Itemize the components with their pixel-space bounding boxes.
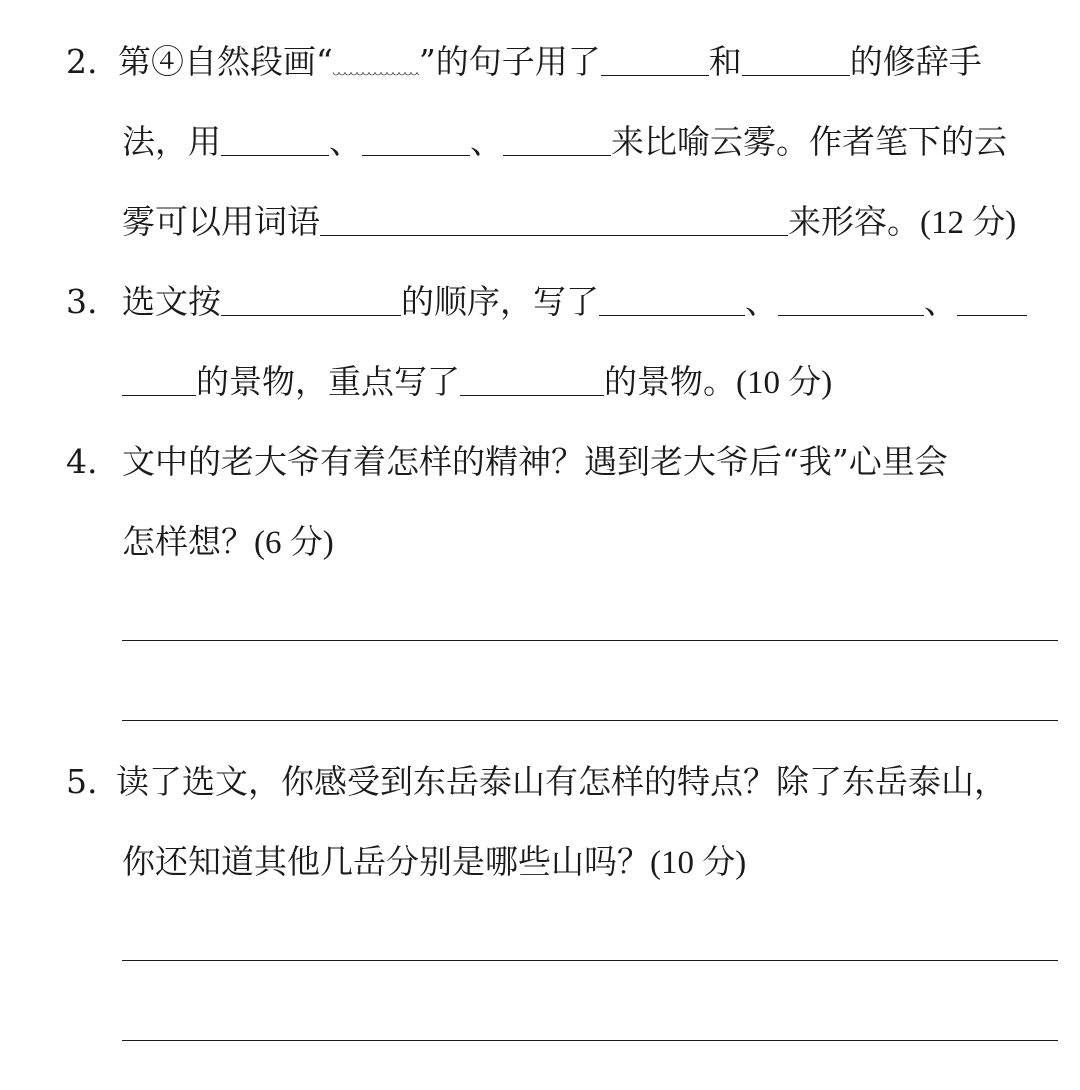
q4-answer-line-2[interactable] [122,720,1058,721]
q2-sep-2: 、 [470,122,503,161]
q4-text-1: 文中的老大爷有着怎样的精神？遇到老大爷后“我”心里会 [122,442,948,481]
q4-answer-line-1[interactable] [122,640,1058,641]
q3-line-2 [0,360,1058,404]
q5-score: (10 分) [650,845,747,881]
q4-line-1 [0,440,1058,484]
q3-text-2 [122,360,832,405]
q5-answer-line-1[interactable] [122,960,1058,961]
q5-number: 5. [66,762,98,801]
q3-sep-1: 、 [745,282,778,321]
q2-text-3a: 雾可以用词语 [122,202,320,241]
q3-text-2a: 的景物，重点写了 [196,362,460,401]
q3-blank-4a[interactable] [957,281,1027,316]
q2-text-2a: 法，用 [122,122,221,161]
q2-blank-4[interactable] [362,121,470,156]
q5-text-2a: 你还知道其他几岳分别是哪些山吗？ [122,842,650,881]
q2-blank-3[interactable] [221,121,329,156]
q5-answer-line-2[interactable] [122,1040,1058,1041]
q3-blank-5[interactable] [460,361,604,396]
q2-text-3 [122,200,1016,245]
q2-line-1 [0,40,1058,84]
q2-text-3b: 来形容。 [788,202,920,241]
q2-line-3 [0,200,1058,244]
q3-text-1b: 的顺序，写了 [401,282,599,321]
q2-text-2b: 来比喻云雾。作者笔下的云 [611,122,1007,161]
q4-text-2a: 怎样想？ [122,522,254,561]
q2-number: 2. [66,42,98,81]
q3-text-2b: 的景物。 [604,362,736,401]
q2-text-1b: ”的句子用了 [418,42,601,81]
q3-sep-2: 、 [924,282,957,321]
q5-text-1: 读了选文，你感受到东岳泰山有怎样的特点？除了东岳泰山， [116,762,1007,801]
q3-text-1 [122,280,1027,324]
q2-blank-6[interactable] [320,201,788,236]
q3-blank-1[interactable] [221,281,401,316]
q2-blank-1[interactable] [601,41,709,76]
q5-line-1 [0,760,1058,804]
q4-line-2 [0,520,1058,564]
q3-score: (10 分) [736,365,833,401]
q3-line-1 [0,280,1058,324]
q2-text-1d: 的修辞手 [849,42,982,81]
q3-blank-3[interactable] [778,281,924,316]
q2-blank-2[interactable] [742,41,850,76]
q2-text-1a: 第④自然段画“ [118,42,333,81]
q2-score: (12 分) [920,205,1017,241]
q5-text-2 [122,840,746,885]
q2-line-2 [0,120,1058,164]
q2-text-1c: 和 [708,42,742,81]
q3-text-1a: 选文按 [122,282,221,321]
q2-sep-1: 、 [329,122,362,161]
q2-text-2 [122,120,1007,164]
q2-wavy-underline [333,42,419,76]
q3-number: 3. [66,282,98,321]
q4-score: (6 分) [254,525,334,561]
q4-number: 4. [66,442,98,481]
q2-text-1 [118,40,982,84]
q4-text-2 [122,520,334,565]
q2-blank-5[interactable] [503,121,611,156]
q3-blank-2[interactable] [599,281,745,316]
q5-line-2 [0,840,1058,884]
q3-blank-4b[interactable] [122,361,196,396]
